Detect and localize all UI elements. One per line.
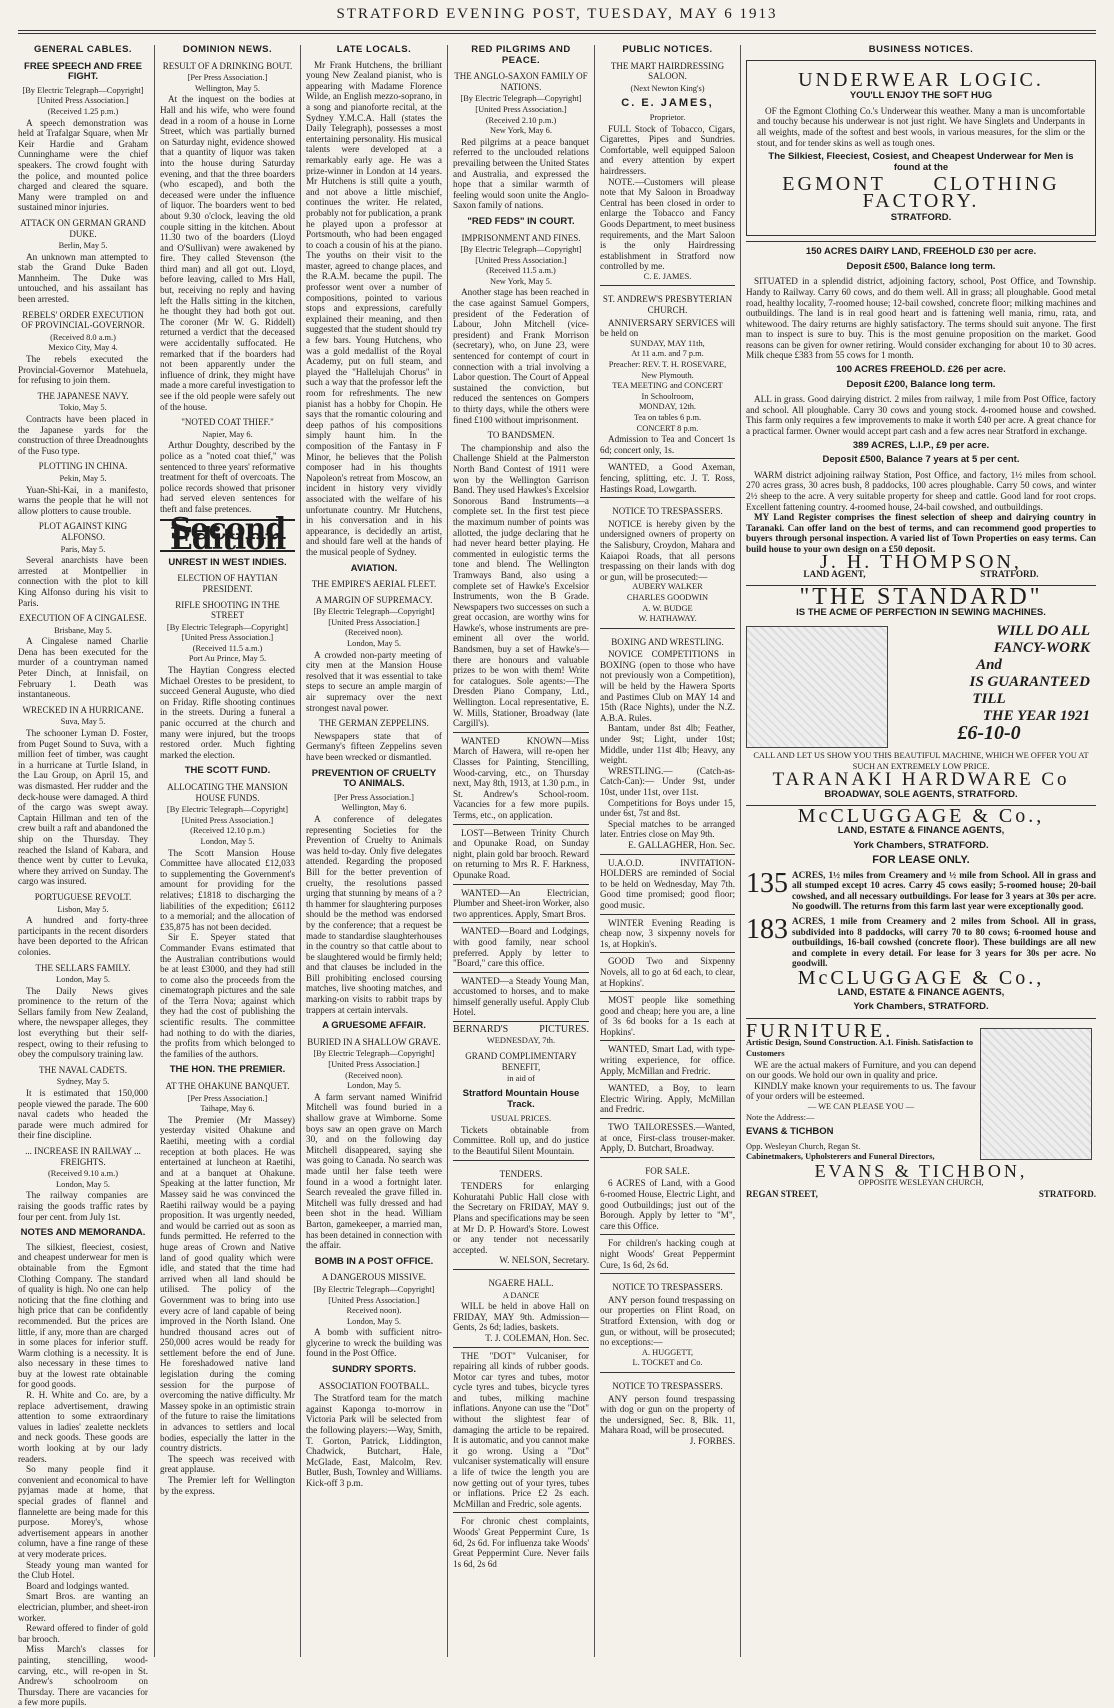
advert-title: "THE STANDARD" [799, 583, 1043, 610]
received-time: (Received 1.25 p.m.) [47, 106, 119, 116]
headline: "RED FEDS" IN COURT. [467, 215, 575, 227]
advert-price: £6-10-0 [957, 721, 1021, 744]
subheadline: THE EMPIRE'S AERIAL FLEET. [311, 579, 437, 590]
dateline: Wellington, May 5. [195, 83, 260, 93]
column-rule [300, 45, 301, 1657]
trespass-notice [600, 1273, 735, 1369]
tenders-notice [453, 1160, 589, 1266]
byline: [By Electric Telegraph—Copyright] [United Press Association.] [313, 607, 435, 627]
signature: L. TOCKET and Co. [632, 1358, 703, 1368]
masthead-rule [18, 30, 1096, 31]
agent-address: York Chambers, STRATFORD. [853, 1001, 989, 1013]
agent-city: STRATFORD. [980, 569, 1039, 580]
notice-text: in aid of [507, 1074, 535, 1084]
agent-name: McCLUGGAGE & Co., [797, 805, 1045, 828]
dateline: Suva, May 5. [60, 717, 106, 727]
notice-subtitle: GRAND COMPLIMENTARY BENEFIT, [465, 1051, 577, 1072]
column-red-pilgrims [453, 45, 589, 1657]
article-body: An unknown man attempted to stab the Grand Duke Baden Mannheim. The Duke was untouched, and his assailant has been arrested. [18, 251, 148, 305]
advert-address: OPPOSITE WESLEYAN CHURCH, [858, 1178, 984, 1188]
article-body: At the inquest on the bodies at Hall and his wife, who were found dead in a room of a house in Lorne Street, which was partially burned on Saturday night, evidence showed that a quantity of liquor was taken into the house during Saturday evening, and that the three boarders (who escaped), and both the deceased were under the influence of liquor. The boarders went to bed about 9.30 o'clock, leaving the old couple sitting in the kitchen. About 11.30 two of the boarders (Lloyd and O'Sullivan) were awakened by fire. They called Stevenson (the third man) and all got out. Lloyd, before leaving, called to Mrs Hall, but, receiving no reply and having left the Halls sitting in the kitchen, he thought they had both got out. The coroner (Mr W. G. Riddell) returned a verdict that the deceased were accidentally suffocated. He remarked that if the boarders had not been apparently under the influence of drink, they might have made a more careful investigation to see if the old people were safely out of the house. [160, 94, 295, 412]
lease-listing [746, 916, 1096, 969]
notice-time: At 11 a.m. and 7 p.m. [631, 349, 704, 359]
subheadline: ASSOCIATION FOOTBALL. [318, 1380, 430, 1391]
received-time: (Received noon). [345, 1070, 403, 1080]
property-heading: 100 ACRES FREEHOLD. £26 per acre. [836, 364, 1006, 376]
classified-ad: THE "DOT" Vulcaniser, for repairing all kinds of rubber goods. Motor car tyres and tubes, motor cycle tyres and tubes, bicycle tyres and tubes, milking machine inflations. Anyone can use the "Dot" without the slightest fear of damaging the article to be repaired. It is automatic, and you cannot make it go wrong. Using a "Dot" vulcaniser systematically will ensure a life of twice the length you are now getting out of your tyres, tubes or inflations. Price £2 2s each. McMillan and Fredric, sole agents. [453, 1350, 589, 1509]
dateline: New York, May 5. [490, 276, 552, 286]
headline: WRECKED IN A HURRICANE. [22, 704, 144, 715]
lease-acres: 183 [746, 914, 788, 946]
classified-ad: TWO TAILORESSES.—Wanted, at once, First-class trouser-maker. Apply, D. Butchart, Broadway. [600, 1122, 735, 1154]
article-body: It is estimated that 150,000 people viewed the parade. The 600 naval cadets who headed the parade were much admired for their fine discipline. [18, 1088, 148, 1141]
article-body: Miss March's classes for painting, stencilling, wood-carving, etc., will re-open in St. Andrew's schoolroom on Thursday. There are vacancies for a few more pupils. [18, 1644, 148, 1708]
agent-name: J. H. THOMPSON, [820, 550, 1022, 573]
headline: RESULT OF A DRINKING BOUT. [162, 60, 293, 71]
article-body: Arthur Doughty, described by the police as a "noted coat thief," was sentenced to three years' reformative treatment for theft of overcoats. The police records showed that prisoner had served eleven sentences for theft and false pretences. [160, 440, 295, 514]
dateline: Pekin, May 5. [59, 473, 107, 483]
byline: [By Electric Telegraph—Copyright] [United Press Association.] [166, 622, 289, 643]
trespass-notice [600, 497, 735, 625]
column-public-notices [600, 45, 735, 1657]
advert-text: CALL AND LET US SHOW YOU THIS BEAUTIFUL MACHINE, WHICH WE OFFER YOU AT SUCH AN EXTREMELY LOW PRICE. [753, 750, 1089, 771]
property-body: ALL in grass. Good dairying district. 2 miles from railway, 1 mile from Post Office, factory and school. All ploughable. Carry 30 cows and young stock. 4-roomed house and cowshed. This farm only requires a few improvements to make it worth £40 per acre. A great chance for a practical farmer. Owner would accept part cash and a few acres near Stratford in exchange. [746, 394, 1096, 437]
advert-city: STRATFORD. [1038, 1189, 1096, 1199]
signature: J. FORBES. [689, 1435, 735, 1446]
classified-ad: U.A.O.D. INVITATION-HOLDERS are reminded of Social to be held on Wednesday, May 7th. Good time promised; good floor; good music. [600, 857, 735, 910]
notice-body: 6 ACRES of Land, with a Good 6-roomed House, Electric Light, and good Outbuildings; just out of the Borough. Apply by letter to "M", care this Office. [600, 1178, 735, 1231]
article-body: A Cingalese named Charlie Dena has been executed for the murder of a countryman named Peter Dinch, at Innisfail, on February 1. Death was instantaneous. [18, 636, 148, 700]
advert-text: Cabinetmakers, Upholsterers and Funeral Directors, [746, 1152, 935, 1162]
section-heading: BUSINESS NOTICES. [868, 44, 974, 55]
agent-address: York Chambers, STRATFORD. [853, 839, 989, 851]
advert-body: KINDLY make known your requirements to us. The favour of your orders will be esteemed. [746, 1080, 976, 1102]
headline: A GRUESOME AFFAIR. [322, 1020, 426, 1032]
dateline: Berlin, May 5. [58, 241, 108, 251]
article-body: The Stratford team for the match against Kaponga to-morrow in Victoria Park will be selected from the following players:—Way, Smith, T. Gorton, Patrick, Liddington, Chadwick, Butchart, Hale, McGlade, East, Malcolm, Rev. Butler, Bush, Townley and Williams. Kick-off 3 p.m. [306, 1393, 442, 1488]
article-body: The Daily News gives prominence to the return of the Sellars family from New Zealand, where, the newspaper alleges, they lost everything but their self-respect, owing to their refusing to obey the compulsory training law. [18, 985, 148, 1060]
notice-body: Special matches to be arranged later. Entries close on May 9th. [600, 818, 735, 840]
article-body: Steady young man wanted for the Club Hotel. [18, 1559, 148, 1581]
subheadline: IMPRISONMENT AND FINES. [461, 232, 581, 243]
article-body: The Haytian Congress elected Michael Orestes to be president, to succeed General Auguste, who died on Friday. Rifle shooting continues in the streets. During a funeral a panic occurred at the church and many were injured, but the troops restored order. Much fighting marked the election. [160, 665, 295, 760]
agent-title: LAND, ESTATE & FINANCE AGENTS, [837, 824, 1005, 836]
notice-body: Bantam, under 8st 4lb; Feather, under 9st; Light, under 10st; Middle, under 11st 4lb; Heavy, any weight. [600, 723, 735, 766]
section-heading: PUBLIC NOTICES. [622, 44, 713, 55]
headline: AVIATION. [350, 562, 398, 574]
dateline: London, May 5. [347, 1081, 401, 1091]
advert-slogan: TILL [972, 690, 1006, 707]
classified-ad: For chronic chest complaints, Woods' Great Peppermint Cure, 1s 6d, 2s 6d. For influenza take Woods' Great Peppermint Cure. Never fails 1s 6d, 2s 6d [453, 1516, 589, 1569]
property-body: SITUATED in a splendid district, adjoining factory, school, Post Office, and Township. Handy to Railway. Carry 60 cows, and do them well. All in grass; all ploughable. Good metal road, healthy locality, 7-roomed house; 12-bail cowshed, concrete floor; milking machines and outbuildings. The land is in real good heart and is fattening well mania, rimu, rata, and whitewood. The dairy returns are highly satisfactory. The terms should suit anyone. The first man to inspect is sure to buy. This is the most genuine proposition on the market. Good reasons can be given for owner retiring. Would consider exchanging for about 10 to 30 acres. Milk cheque £383 from 55 cows for 1 month. [746, 276, 1096, 361]
notice-title: NOTICE TO TRESPASSERS. [612, 1282, 723, 1293]
notice-body: WRESTLING.— (Catch-as-Catch-Can):— Under 9st, under 10st, under 11st, over 11st. [600, 765, 735, 797]
headline: SUNDRY SPORTS. [332, 1364, 416, 1376]
signature: CHARLES GOODWIN [626, 592, 709, 602]
signature: E. GALLAGHER, Hon. Sec. [628, 839, 735, 850]
notice-subtitle: (Next Newton King's) [630, 83, 705, 93]
advert-company: EVANS & TICHBON, [814, 1160, 1028, 1181]
church-notice [600, 285, 735, 455]
column-business-notices [746, 45, 1096, 1657]
article-body: Red pilgrims at a peace banquet referred to the unclouded relations prevailing between the United States and Australia, and expressed the hope that a similar warmth of feeling would soon unite the Anglo-Saxon family of nations. [453, 136, 589, 211]
article-body: The railway companies are raising the goods traffic rates by four per cent. from July 1st. [18, 1190, 148, 1222]
advert-slogan: And [976, 656, 1002, 673]
received-time: (Received noon). [345, 628, 403, 638]
byline: [By Electric Telegraph—Copyright] [United Press Association.] [313, 1049, 435, 1070]
notice-date: MONDAY, 12th. [638, 402, 696, 412]
ngaere-hall-notice [453, 1269, 589, 1344]
underwear-advert [746, 60, 1096, 237]
byline: [Per Press Association.] [187, 73, 268, 83]
lease-body: ACRES, 1 mile from Creamery and 2 miles from School. All in grass, subdivided into 8 paddocks, will carry 70 to 80 cows; 6-roomed house and outbuildings, 16-bail cowshed (concrete floor). These buildings are all new and complete in every detail. For lease for 3 years for 30s per acre. No goodwill. [792, 916, 1096, 969]
notice-date: WEDNESDAY, 7th. [486, 1035, 556, 1045]
advert-title: FURNITURE. [746, 1019, 894, 1042]
advert-slogan: THE YEAR 1921 [982, 707, 1090, 724]
notice-body: NOTICE is hereby given by the undersigned owners of property on the Salisbury, Croydon, Mahara and Kaiapoi Roads, that all persons trespassing on their lands with dog or gun, will be prosecuted:— [600, 518, 735, 582]
article-body: Another stage has been reached in the case against Samuel Gompers, president of the Federation of Labour, John Mitchell (vice-president) and Frank Morrison (secretary), who, on June 23, were sentenced for contempt of court in connection with a trial involving a Labor question. The Court of Appeal sustained the conviction, but reduced the sentences on Gompers to thirty days, while the others were fined £100 without imprisonment. [453, 287, 589, 425]
property-heading: 150 ACRES DAIRY LAND, FREEHOLD £30 per acre. [805, 246, 1037, 258]
dateline: Mexico City, May 4. [48, 343, 118, 353]
advert-text: Note the Address:— [746, 1112, 815, 1122]
byline: [By Electric Telegraph—Copyright] [United Press Association.] [460, 245, 582, 265]
headline: THE SELLARS FAMILY. [35, 962, 131, 973]
dateline: London, May 5. [200, 836, 255, 846]
sewing-machine-illustration [746, 626, 888, 748]
article-body: A crowded non-party meeting of city men at the Mansion House resolved that it was essential to take steps to secure an ample margin of air supremacy over the next strongest naval power. [306, 649, 442, 713]
second-edition-banner: Second Edition [160, 519, 295, 552]
dateline: London, May 5. [56, 975, 110, 985]
notice-text: Stratford Mountain House Track. [462, 1088, 580, 1110]
headline: PORTUGUESE REVOLT. [34, 891, 132, 902]
dateline: London, May 5. [347, 1316, 401, 1326]
notice-date: SUNDAY, MAY 11th, [630, 338, 705, 348]
notice-title: NOTICE TO TRESPASSERS. [612, 506, 723, 517]
classified-ad: For children's hacking cough at night Woods' Great Peppermint Cure, 1s 6d, 2s 6d. [600, 1238, 735, 1270]
notice-body: NOVICE COMPETITIONS in BOXING (open to those who have not previously won a Competition), will be held by the Hawera Sports and Pastimes Club on MAY 14 and 15th (Race Nights), under the N.Z. A.B.A. Rules. [600, 649, 735, 723]
advert-subtitle: Artistic Design, Sound Construction. A.1. Finish. Satisfaction to Customers [746, 1038, 974, 1058]
masthead: STRATFORD EVENING POST, TUESDAY, MAY 6 1913 [336, 6, 778, 22]
dateline: Napier, May 6. [202, 429, 253, 439]
dateline: New York, May 6. [490, 126, 552, 136]
headline: THE GERMAN ZEPPELINS. [319, 718, 429, 729]
column-rule [594, 45, 595, 1657]
advert-slogan: IS GUARANTEED [969, 673, 1090, 690]
notice-body: Competitions for Boys under 15, under 6st, 7st and 8st. [600, 797, 735, 819]
notice-body: ANY person found trespassing on our properties on Flint Road, on Stratford Extension, with dog or gun, or without, will be prosecuted; no exceptions:— [600, 1294, 735, 1348]
notice-subtitle: A DANCE [502, 1290, 540, 1300]
article-body: The Scott Mansion House Committee have allocated £12,033 to supplementing the Government's amount for providing for the relatives; £1818 to discharging the liabilities of the expedition; £6112 to a memorial; and the allocation of £35,875 has not been decided. [160, 847, 295, 932]
furniture-advert [746, 1019, 1096, 1164]
headline: "NOTED COAT THIEF." [181, 417, 274, 428]
lease-listing [746, 867, 1096, 912]
headline: ... INCREASE IN RAILWAY ... FREIGHTS. [25, 1146, 141, 1167]
dateline: Tokio, May 5. [59, 403, 107, 413]
received-time: (Received 2.10 p.m.) [485, 115, 557, 125]
boxing-notice [600, 628, 735, 851]
article-body: Mr Frank Hutchens, the brilliant young New Zealand pianist, who is appearing with Madame Florence Wilde, an English mezzo-soprano, in a song and pianoforte recital, at the Sydney Y.M.C.A. Hall (states the Daily Telegraph), possesses a most entertaining personality. His musical talents were developed at a remarkably early age. He was a prize-winner in London at 14 years. Mr Hutchens is still quite a youth, and not above a little mischief, continues the writer. He related, probably not for publication, a prank he played upon a professor at Portsmouth, who had been engaged to coach a cousin of his at the piano. The youths on their visit to the master, agreed to change places, and the R.A.M. became the pupil. The professor went over a number of compositions, pointed to various stops and expressions, carefully explained their meaning, and then suggested that the student should try a few bars. Young Hutchens, who was a gold medallist of the Royal Academy, put on full steam, and played the "Hallelujah Chorus" in such a way that the professor left the room for refreshments. The new pianist has a hobby for Chopin. He says that the romantic colouring and deep pathos of his compositions simply haunt him. In the composition of the Fantasy in F Minor, he believes that the Polish composer had in his thoughts Napoleon's retreat from Moscow, an incident in history very vividly associated with the welfare of his unfortunate country. Mr Hutchens, in his conversation and in his appearance, is decidedly an artist, and should fare well at the hands of the musical people of Sydney. [306, 59, 442, 557]
byline: [Per Press Association.] [334, 792, 414, 802]
property-heading: 389 ACRES, L.I.P., £9 per acre. [852, 439, 990, 451]
property-terms: Deposit £500, Balance 7 years at 5 per cent. [822, 454, 1020, 466]
received-time: (Received 11.5 a.m.) [486, 266, 556, 276]
article-body: The schooner Lyman D. Foster, from Puget Sound to Suva, with a million feet of timber, was caught in a hurricane at Turtle Island, in the Lau Group, on April 15, and was dismasted. Her rudder and the deck-house were damaged. A third of the cargo was swept away. Captain Hillman and ten of the crew built a raft and abandoned the ship on the Thursday. They reached the Island of Kabara, and thence went by cutter to Levuka, where they arrived on Sunday. The cargo was insured. [18, 728, 148, 887]
headline: PLOTTING IN CHINA. [38, 461, 128, 472]
notice-title: NOTICE TO TRESPASSERS. [612, 1380, 723, 1391]
subheadline: BURIED IN A SHALLOW GRAVE. [307, 1036, 441, 1047]
received-time: Received noon). [346, 1306, 402, 1316]
advert-company: FACTORY. [862, 189, 980, 212]
dateline: Taihape, May 6. [200, 1104, 255, 1114]
agent-title: LAND, ESTATE & FINANCE AGENTS, [837, 986, 1005, 998]
masthead-rule-2 [18, 33, 1096, 34]
notice-title: NGAERE HALL. [488, 1277, 554, 1288]
classified-ad: MOST people like something good and cheap; here you are, a line of 3s 6d books for a 1s each at Hopkins'. [600, 995, 735, 1037]
property-body: WARM district adjoining railway Station, Post Office, and factory, 1½ miles from school. 270 acres grass, 30 acres bush, 8 paddocks, 100 acres ploughable. Carry 50 cows, and winter 2½ sheep to the acre. A very suitable property for sheep and cattle. Good land for root crops. Excellent fattening country. 4-roomed house, 24-bail cowshed, and outbuildings. [746, 469, 1096, 512]
lease-heading: FOR LEASE ONLY. [872, 854, 970, 867]
headline: NOTES AND MEMORANDA. [20, 1227, 146, 1239]
notice-title: ST. ANDREW'S PRESBYTERIAN CHURCH. [602, 294, 733, 316]
section-heading: RED PILGRIMS AND PEACE. [471, 44, 571, 66]
headline: PREVENTION OF CRUELTY TO ANIMALS. [311, 767, 437, 790]
article-body: Smart Bros. are wanting an electrician, plumber, and sheet-iron worker. [18, 1591, 148, 1623]
byline: [By Electric Telegraph—Copyright] [United Press Association.] [166, 805, 289, 825]
advert-slogan: FANCY-WORK [993, 639, 1090, 656]
signature: T. J. COLEMAN, Hon. Sec. [485, 1332, 589, 1343]
headline: THE JAPANESE NAVY. [37, 390, 129, 401]
column-late-locals [306, 45, 442, 1657]
dateline: Wellington, May 6. [341, 803, 407, 813]
received-time: (Received 11.5 a.m.) [192, 643, 263, 653]
property-terms: Deposit £200, Balance long term. [846, 378, 996, 390]
notice-title: TENDERS. [499, 1168, 543, 1179]
advert-location: STRATFORD. [890, 211, 952, 223]
subheadline: RIFLE SHOOTING IN THE STREET [175, 599, 280, 621]
classified-ad: WANTED KNOWN—Miss March of Hawera, will re-open her Classes for Painting, Stencilling, Wood-carving, etc., on Thursday next, May 8th, 1913, at 1.30 p.m., in St. Andrew's School-room. Vacancies for a few more pupils. Terms, etc., on application. [453, 735, 589, 820]
proprietor-name: C. E. JAMES, [621, 97, 714, 110]
headline: TO BANDSMEN. [487, 430, 555, 441]
article-body: Several anarchists have been arrested at Montpellier in connection with the plot to kill King Alfonso during his visit to Paris. [18, 555, 148, 608]
advert-address: Opp. Wesleyan Church, Regan St. [746, 1141, 861, 1151]
byline: [By Electric Telegraph—Copyright] [United Press Association.] [22, 85, 144, 106]
notice-body: FULL Stock of Tobacco, Cigars, Cigarettes, Pipes and Sundries. Comfortable, well equipped Saloon and every attention by expert hairdressers. [600, 123, 735, 176]
headline: FREE SPEECH AND FREE FIGHT. [24, 60, 142, 83]
property-terms: Deposit £500, Balance long term. [846, 260, 996, 272]
section-heading: GENERAL CABLES. [33, 44, 133, 55]
article-body: The rebels executed the Provincial-Governor Matehuela, for refusing to join them. [18, 354, 148, 386]
agent-title: LAND AGENT, [803, 569, 866, 580]
byline: [By Electric Telegraph—Copyright] [United Press Association.] [313, 1284, 435, 1305]
notice-title: FOR SALE. [645, 1165, 690, 1176]
subheadline: ALLOCATING THE MANSION HOUSE FUNDS. [167, 782, 288, 803]
notice-text: Proprietor. [649, 112, 686, 122]
notice-text: TEA MEETING and CONCERT [612, 381, 723, 391]
furniture-illustration [980, 1028, 1092, 1160]
classified-ad: WANTED, a Boy, to learn Electric Wiring. Apply, McMillan and Fredric. [600, 1083, 735, 1115]
article-body: Contracts have been placed in the Japanese yards for the construction of three Dreadnoughts of the Fuso type. [18, 414, 148, 456]
dateline: London, May 5. [56, 1179, 110, 1189]
subheadline: ELECTION OF HAYTIAN PRESIDENT. [177, 573, 278, 594]
notice-text: In Schoolroom, [641, 391, 694, 401]
advert-location: BROADWAY, SOLE AGENTS, STRATFORD. [824, 788, 1018, 800]
headline: ATTACK ON GERMAN GRAND DUKE. [20, 217, 146, 239]
dateline: Sydney, May 5. [56, 1077, 110, 1087]
classified-ad: LOST—Between Trinity Church and Opunake Road, on Sunday night, plain gold bar brooch. Reward on returning to Mrs R. F. Harkness, Opunake Road. [453, 827, 589, 880]
headline: THE NAVAL CADETS. [38, 1064, 128, 1075]
property-body: MY Land Register comprises the finest selection of sheep and dairying country in Taranaki. Can offer land on the best of terms, and can recommend good properties to buyers through personal inspection. A varied list of Town Properties on easy terms. Can build house to your own design on a £50 deposit. [746, 512, 1096, 554]
notice-title: BERNARD'S [453, 1024, 509, 1036]
article-body: Reward offered to finder of gold bar brooch. [18, 1623, 148, 1644]
article-body: A hundred and forty-three participants in the recent disorders have been deported to the African colonies. [18, 915, 148, 957]
article-body: The Premier (Mr Massey) yesterday visited Ohakune and Raetihi, meeting with a cordial reception at both places. He was entertained at luncheon at Raetihi, and at a banquet at Ohakune. Speaking at the latter function, Mr Massey said he was convinced the Raetihi railway would be a paying proposition. It was urgently needed, and would be carried out as soon as funds permitted. He referred to the huge areas of Crown and Native land of good quality which were idle, and stated that the time had arrived when all land should be utilised. The policy of the Government was to bring into use every acre of land capable of being improved in the North Island. One hundred thousand acres out of 250,000 acres would be ready for settlement before the end of June. He foreshadowed native land legislation during the coming session for the purpose of overcoming the native difficulty. Mr Massey spoke in an optimistic strain of the future to raise the limitations in advances to settlers and local bodies, especially the latter in the country districts. [160, 1114, 295, 1454]
headline: THE SCOTT FUND. [184, 765, 271, 777]
advert-street: REGAN STREET, [746, 1189, 818, 1199]
article-body: The silkiest, fleeciest, cosiest, and cheapest underwear for men is obtainable from the Egmont Clothing Company. The standard of quality is high. No one can help noticing that the fine clothing and high price that can be confidently recommended. But the prices are little, if any, more than are charged in some places for inferior stuff. Warm clothing is a necessity. It is also necessary in these times to buy at the lowest rate obtainable for good goods. [18, 1241, 148, 1390]
article-body: The championship and also the Challenge Shield at the Palmerston North Band Contest of 1911 were won by the Wellington Garrison Band. They used Hawkes's Excelsior Sonorous Band Instruments—a complete set. In the first test piece the maximum number of points was allotted, the judge declaring that he had never heard better playing. He commented in eulogistic terms the tone and blend. The Wellington Tramways Band, also using a complete set of Hawke's Excelsior Instruments, won the B Grade. Newspapers two successes on such a great occasion, are worthy wins for Hawke's, whose instruments are pre-eminent all over the world. Bandsmen, buy a set of Hawke's—there are honours and valuable prizes to be won with them! Write for catalogues. Sole agents:—The Dresden Piano Company, Ltd., Wellington. Local representative, E. W. Mills, Stationer, Broadway (late Cargill's). [453, 442, 589, 729]
advert-company: EVANS & TICHBON [746, 1126, 834, 1138]
article-body: Newspapers state that of Germany's fifteen Zeppelins seven have been wrecked or dismantled. [306, 730, 442, 762]
byline: [Per Press Association.] [187, 1093, 268, 1103]
lease-body: ACRES, 1½ miles from Creamery and ½ mile from School. All in grass and all stumped except 10 acres. Carry 45 cows easily; 5-roomed house; 20-bail cowshed, and all necessary outbuildings. For lease for 3 years at 30s per acre. No goodwill. The returns from this farm last year were exceptionally good. [792, 869, 1096, 912]
signature: W. NELSON, Secretary. [499, 1255, 589, 1266]
subheadline: THE ANGLO-SAXON FAMILY OF NATIONS. [454, 71, 588, 92]
subheadline: A DANGEROUS MISSIVE. [321, 1272, 427, 1283]
headline: UNREST IN WEST INDIES. [168, 556, 287, 568]
signature: A. W. BUDGE [642, 603, 693, 613]
notice-text: Preacher: REV. T. H. ROSEVARE, New Plymouth. [608, 360, 727, 380]
headline: BOMB IN A POST OFFICE. [314, 1255, 434, 1267]
agent-name: McCLUGGAGE & Co., [797, 967, 1045, 990]
byline: [By Electric Telegraph—Copyright] [United Press Association.] [460, 94, 582, 114]
classified-ad: WANTED—An Electrician, Plumber and Sheet-iron Worker, also two apprentices. Apply, Smart Bros. [453, 887, 589, 919]
advert-company: EGMONT CLOTHING [782, 173, 1060, 196]
column-general-cables [18, 44, 148, 1708]
dateline: Lisbon, May 5. [57, 904, 109, 914]
classified-ad: WANTED—a Steady Young Man, accustomed to horses, and to make himself generally useful. Apply Club Hotel. [453, 975, 590, 1018]
signature: AUBERY WALKER [632, 582, 703, 592]
headline: THE HON. THE PREMIER. [169, 1064, 286, 1076]
dateline: Brisbane, May 5. [54, 625, 112, 635]
notice-text: USUAL PRICES. [490, 1114, 552, 1124]
column-rule [447, 45, 448, 1657]
received-time: (Received 9.10 a.m.) [48, 1169, 118, 1179]
notice-title: BOXING AND WRESTLING. [611, 636, 724, 647]
lease-acres: 135 [746, 867, 788, 899]
headline: PLOT AGAINST KING ALFONSO. [38, 521, 128, 542]
article-body: A speech demonstration was held at Trafalgar Square, when Mr Keir Hardie and Graham Cunninghame were the chief speakers. The crowd fought with the police, and mounted police charged and cleared the square. Many were trampled on and sustained minor injuries. [18, 117, 148, 213]
advert-title: UNDERWEAR LOGIC. [798, 68, 1044, 91]
section-heading: LATE LOCALS. [336, 44, 412, 55]
article-body: Sir E. Speyer stated that Commander Evans estimated that the Australian contributions would be at least £3000, and they had still to come also the proceeds from the cinematograph pictures and the sale of the Terra Nova; against which they had the cost of publishing the scientific results. The committee had nothing to do with the diaries, the profits from which belonged to the families of the authors. [160, 932, 295, 1059]
article-body: The speech was received with great applause. [160, 1453, 295, 1475]
advert-slogan: WILL DO ALL [996, 622, 1090, 639]
received-time: (Received 8.0 a.m.) [50, 332, 116, 342]
article-body: R. H. White and Co. are, by a replace advertisement, drawing attention to some extraordinary values in ladies' zealette necklets and neck goods. These goods are worth looking at by our lady readers. [18, 1390, 148, 1464]
pictures-notice [453, 1021, 589, 1157]
notice-body: NOTE.—Customers will please note that My Saloon in Broadway Central has been closed in order to enlarge the Tobacco and Fancy Goods Department, to meet business requirements, and the Mart Saloon is the only Hairdressing establishment in Stratford now controlled by me. [600, 176, 735, 272]
article-body: Yuan-Shi-Kai, in a manifesto, warns the people that he will not allow plotters to cause trouble. [18, 484, 148, 516]
classified-ad: WANTED, Smart Lad, with type-writing experience, for office. Apply, McMillan and Fredric. [600, 1044, 735, 1076]
signature: C. E. JAMES. [643, 271, 692, 281]
section-heading: DOMINION NEWS. [182, 44, 273, 55]
article-body: Board and lodgings wanted. [26, 1580, 130, 1591]
article-body: A conference of delegates representing Societies for the Prevention of Cruelty to Animals was held to-day. Only five delegates attended. Regarding the proposed Bill for the better prevention of cruelty, the resolutions passed urging that stunning by means of a ?th hammer for slaughtering purposes should be the method was endorsed by the conference; that a request be made to standardise slaughterhouses in the country so that cattle about to be slaughtered would be firmly held; and that clauses be included in the Bill prohibiting enclosed coursing matches, live shooting matches, and marking-on visits to rabbit traps by trappers at certain intervals. [306, 813, 442, 1015]
subheadline: AT THE OHAKUNE BANQUET. [165, 1081, 290, 1092]
received-time: (Received 12.10 p.m.) [190, 826, 265, 836]
headline: REBELS' ORDER EXECUTION OF PROVINCIAL-GOVERNOR. [21, 309, 145, 331]
article-body: The Premier left for Wellington by the express. [160, 1475, 295, 1496]
classified-ad: WINTER Evening Reading is cheap now, 3 sixpenny novels for 1s, at Hopkin's. [600, 917, 735, 949]
for-sale-notice [600, 1157, 735, 1232]
notice-title: THE MART HAIRDRESSING SALOON. [610, 60, 725, 82]
article-body: A farm servant named Winifrid Mitchell was found buried in a shallow grave at Wimborne. Some boys saw an open grave on March 30, and on the following day Mitchell disappeared, saying she was going to Canada. No search was made until her false teeth were found in a wood a fortnight later. Search revealed the grave filled in. Mitchell was fully dressed and had been shot in the head. William Barton, gamekeeper, a married man, has been detained in connection with the affair. [306, 1091, 442, 1251]
notice-body: Admission to Tea and Concert 1s 6d; concert only, 1s. [600, 434, 735, 455]
notice-time: CONCERT 8 p.m. [636, 423, 699, 433]
article-body: A bomb with sufficient nitro-glycerine to wreck the building was found in the Post Office. [306, 1327, 442, 1359]
signature: A. HUGGETT, [641, 1347, 694, 1357]
column-rule [740, 45, 741, 1657]
sewing-machine-advert [746, 623, 1096, 751]
classified-ad: WANTED, a Good Axeman, fencing, splitting, etc. J. T. Ross, Hastings Road, Lowgarth. [600, 462, 735, 494]
dateline: London, May 5. [347, 639, 401, 649]
advert-text: The Silkiest, Fleeciest, Cosiest, and Cheapest Underwear for Men is found at the [768, 151, 1074, 173]
advert-text: — WE CAN PLEASE YOU — [807, 1101, 915, 1111]
notice-time: Tea on tables 6 p.m. [633, 413, 702, 422]
notice-body: ANNIVERSARY SERVICES will be held on [600, 317, 735, 339]
trespass-notice [600, 1372, 735, 1447]
advert-subtitle: YOU'LL ENJOY THE SOFT HUG [849, 90, 993, 102]
advert-body: WE are the actual makers of Furniture, and you can depend on our goods. We hold our own in quality and price. [746, 1059, 976, 1081]
classified-ad: GOOD Two and Sixpenny Novels, all to go at 6d each, to clear, at Hopkins'. [600, 956, 735, 988]
signature: W. HATHAWAY. [638, 614, 697, 624]
dateline: Paris, May 5. [60, 544, 106, 554]
dateline: Port Au Prince, May 5. [188, 654, 267, 664]
classified-ad: WANTED—Board and Lodgings, with good family, near school preferred. Apply by letter to "Board," care this office. [453, 926, 589, 969]
advert-company: TARANAKI HARDWARE Co [772, 769, 1070, 791]
notice-title: PICTURES. [539, 1024, 589, 1036]
column-dominion-news [160, 45, 295, 1657]
notice-body: ANY person found trespassing with dog or gun on the property of the undersigned, Sec. 8, Blk. 11, Mahara Road, will be prosecuted. [600, 1393, 735, 1436]
advert-subtitle: IS THE ACME OF PERFECTION IN SEWING MACHINES. [796, 607, 1046, 619]
notice-body: WILL be held in above Hall on FRIDAY, MAY 9th. Admission—Gents, 2s 6d; ladies, baskets. [453, 1301, 589, 1333]
column-rule [154, 45, 155, 1657]
article-body: So many people find it convenient and economical to have pyjamas made at home, that special grades of flannel and flannelette are being made for this purpose. Morey's, whose advertisement appears in another column, have a fine range of these at very moderate prices. [18, 1464, 148, 1559]
subheadline: A MARGIN OF SUPREMACY. [315, 594, 433, 605]
headline: EXECUTION OF A CINGALESE. [19, 613, 147, 624]
notice-body: TENDERS for enlarging Kohuratahi Public Hall close with the Secretary on FRIDAY, MAY 9. Plans and specifications may be seen at Mr D. P. Howard's Store. Lowest or any tender not necessarily accepted. [453, 1181, 589, 1255]
notice-body: Tickets obtainable from Committee. Roll up, and do justice to the Beautiful Silent Mountain. [453, 1124, 589, 1156]
advert-body: OF the Egmont Clothing Co.'s Underwear this weather. Many a man is uncomfortable and touchy because his underwear is not just right. We have Singlets and Underpants in all weights, made of the softest and best wools, in various measures, for the slim or the stout, and for tender skins as well as tough ones. [757, 105, 1085, 148]
